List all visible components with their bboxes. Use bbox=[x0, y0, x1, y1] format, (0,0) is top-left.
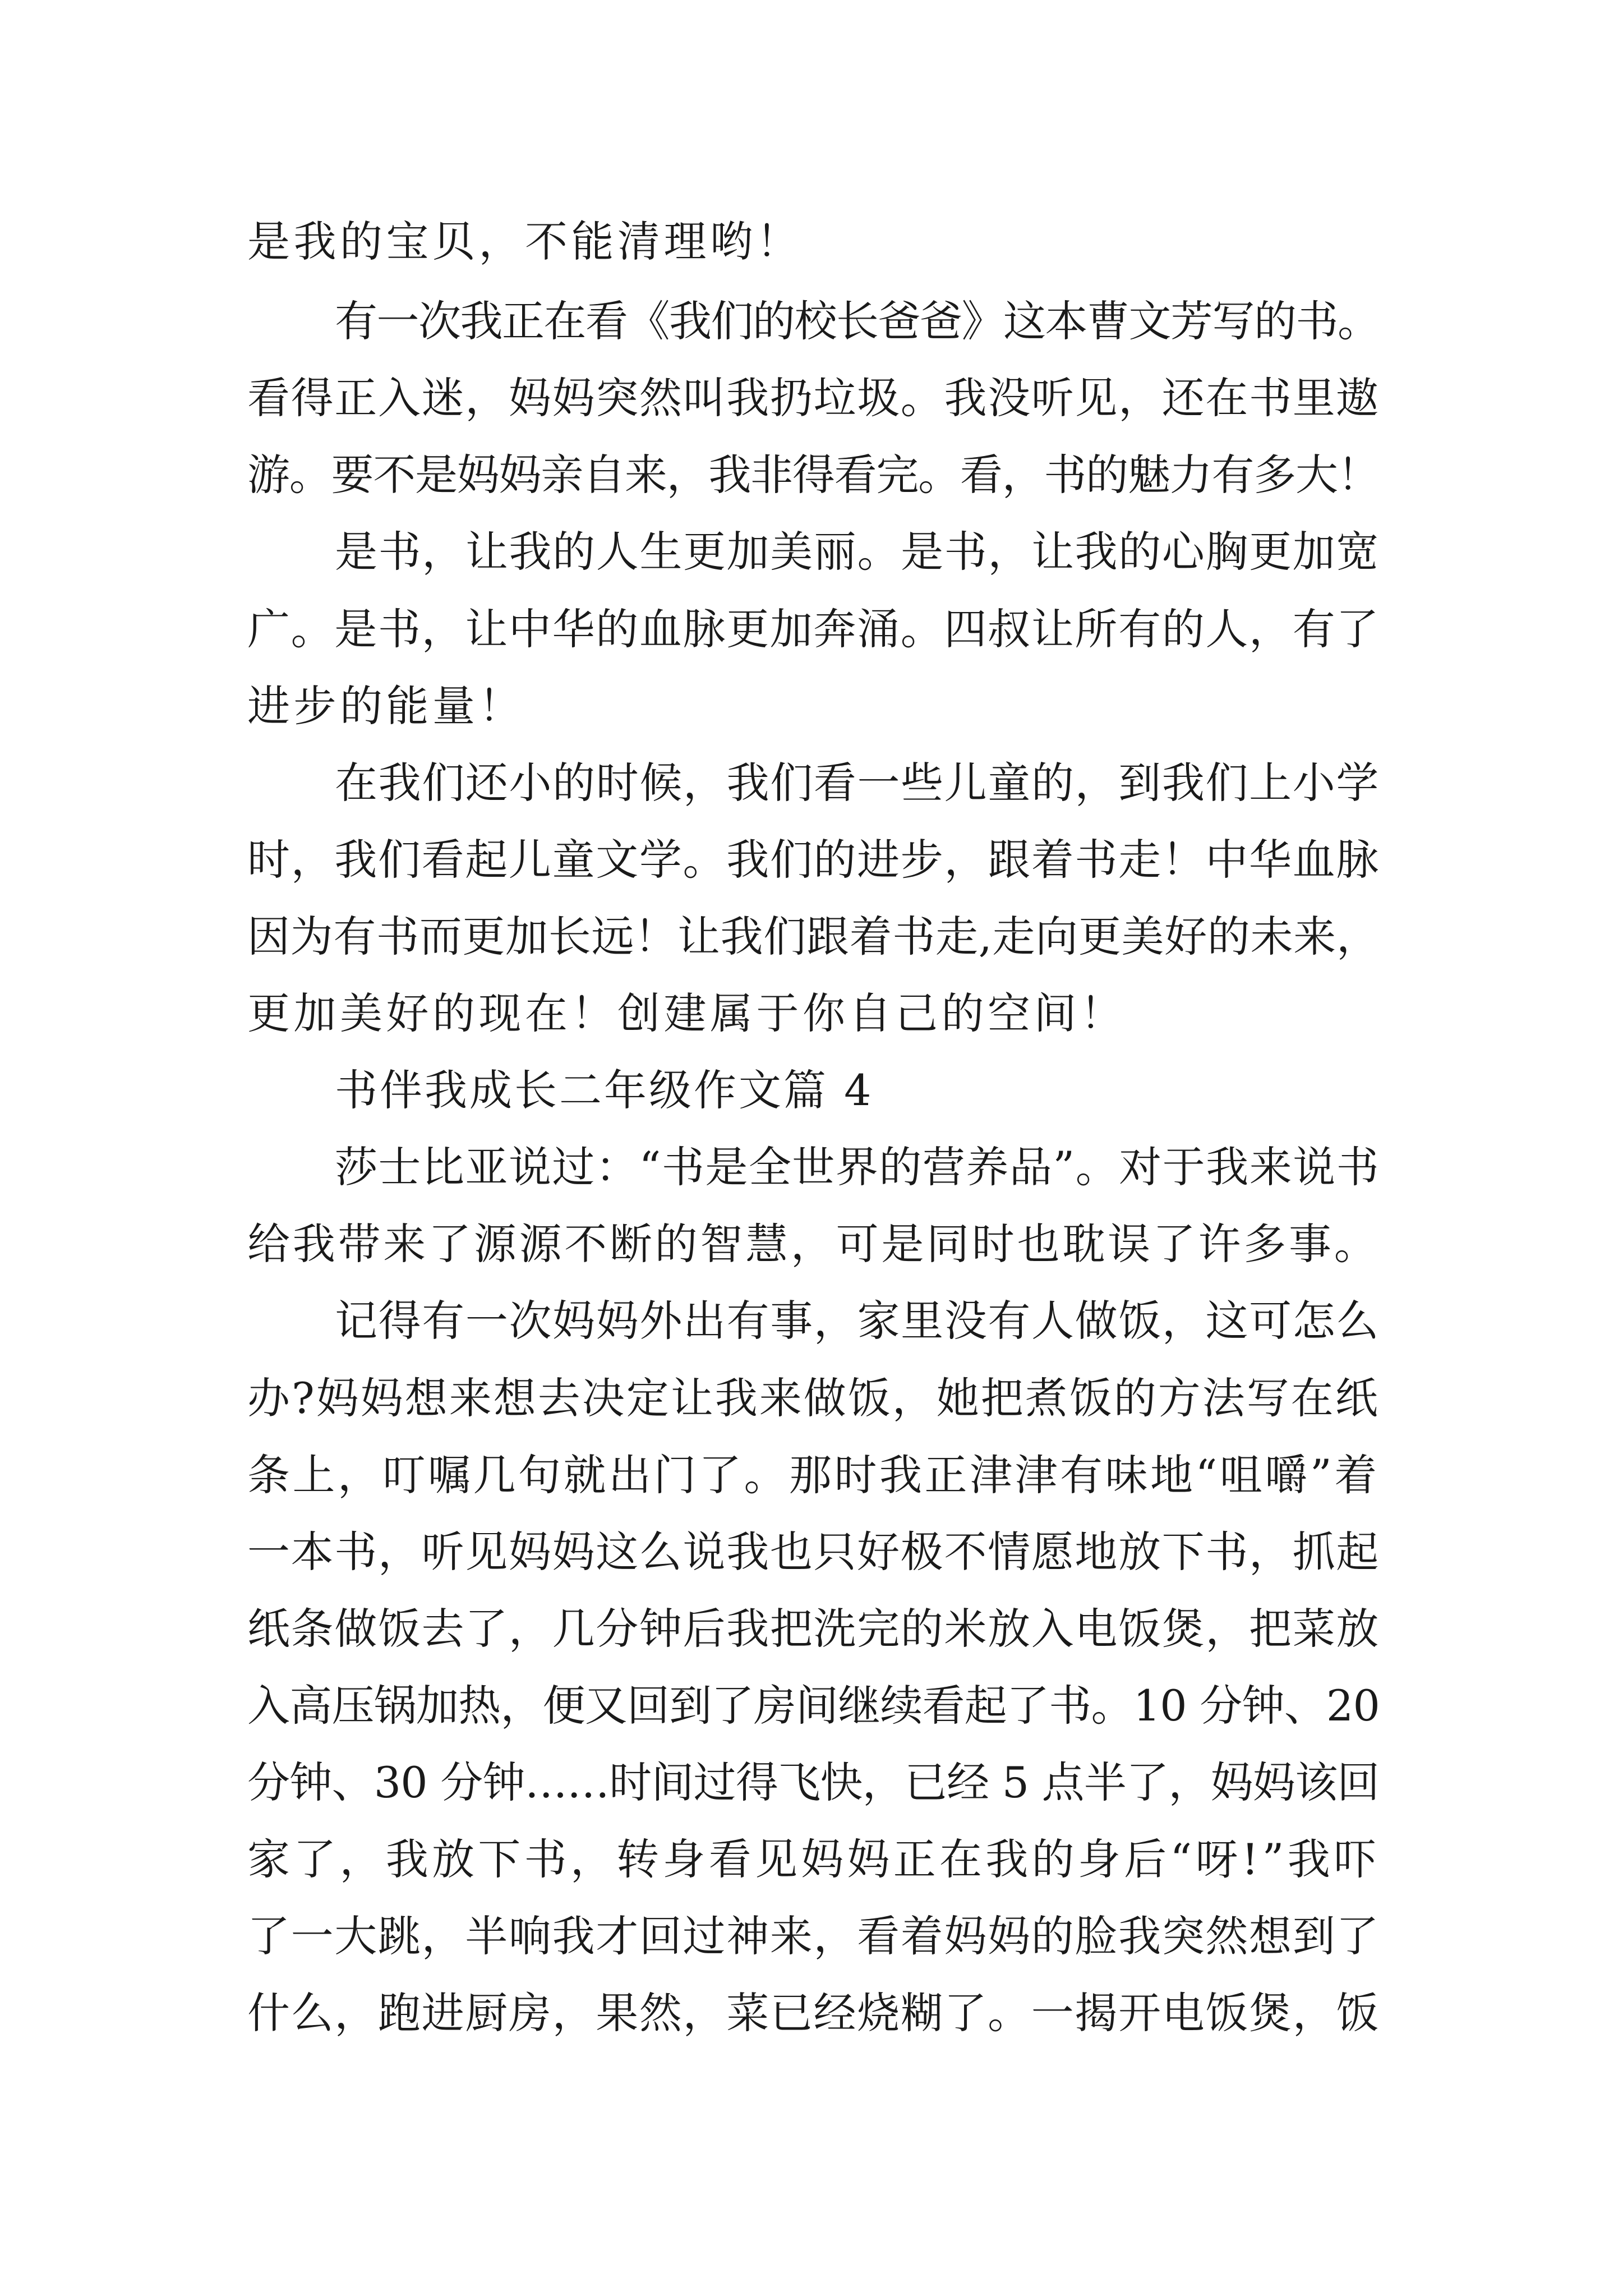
text-line: 因为有书而更加长远！让我们跟着书走,走向更美好的未来， bbox=[247, 912, 1380, 961]
section-heading: 书伴我成长二年级作文篇 4 bbox=[335, 1065, 874, 1115]
paragraph-line: 是书，让我的人生更加美丽。是书，让我的心胸更加宽 bbox=[335, 527, 1380, 577]
text-line: 看得正入迷，妈妈突然叫我扔垃圾。我没听见，还在书里遨 bbox=[247, 373, 1380, 423]
paragraph-line: 有一次我正在看《我们的校长爸爸》这本曹文芳写的书。 bbox=[335, 296, 1380, 346]
text-line: 一本书，听见妈妈这么说我也只好极不情愿地放下书，抓起 bbox=[247, 1527, 1380, 1577]
text-line: 分钟、30 分钟……时间过得飞快，已经 5 点半了，妈妈该回 bbox=[247, 1757, 1380, 1807]
text-line: 了一大跳，半响我才回过神来，看着妈妈的脸我突然想到了 bbox=[247, 1911, 1380, 1961]
text-line: 纸条做饭去了，几分钟后我把洗完的米放入电饭煲，把菜放 bbox=[247, 1604, 1380, 1654]
text-line: 是我的宝贝，不能清理哟！ bbox=[247, 217, 803, 266]
text-line: 什么，跑进厨房，果然，菜已经烧糊了。一揭开电饭煲，饭 bbox=[247, 1988, 1380, 2038]
text-line: 入高压锅加热，便又回到了房间继续看起了书。10 分钟、20 bbox=[247, 1681, 1380, 1731]
text-line: 广。是书，让中华的血脉更加奔涌。四叔让所有的人，有了 bbox=[247, 604, 1380, 654]
paragraph-line: 在我们还小的时候，我们看一些儿童的，到我们上小学 bbox=[335, 758, 1380, 808]
paragraph-line: 莎士比亚说过：“书是全世界的营养品”。对于我来说书 bbox=[335, 1142, 1380, 1192]
text-line: 更加美好的现在！创建属于你自己的空间！ bbox=[247, 988, 1127, 1038]
paragraph-line: 记得有一次妈妈外出有事，家里没有人做饭，这可怎么 bbox=[335, 1296, 1380, 1346]
text-line: 家了，我放下书，转身看见妈妈正在我的身后“呀!”我吓 bbox=[247, 1834, 1380, 1884]
text-line: 时，我们看起儿童文学。我们的进步，跟着书走！中华血脉 bbox=[247, 835, 1380, 885]
text-line: 游。要不是妈妈亲自来，我非得看完。看，书的魅力有多大！ bbox=[247, 450, 1380, 500]
text-line: 给我带来了源源不断的智慧，可是同时也耽误了许多事。 bbox=[247, 1219, 1380, 1269]
text-line: 条上，叮嘱几句就出门了。那时我正津津有味地“咀嚼”着 bbox=[247, 1450, 1380, 1500]
text-line: 进步的能量！ bbox=[247, 681, 525, 731]
text-line: 办?妈妈想来想去决定让我来做饭，她把煮饭的方法写在纸 bbox=[247, 1373, 1380, 1423]
